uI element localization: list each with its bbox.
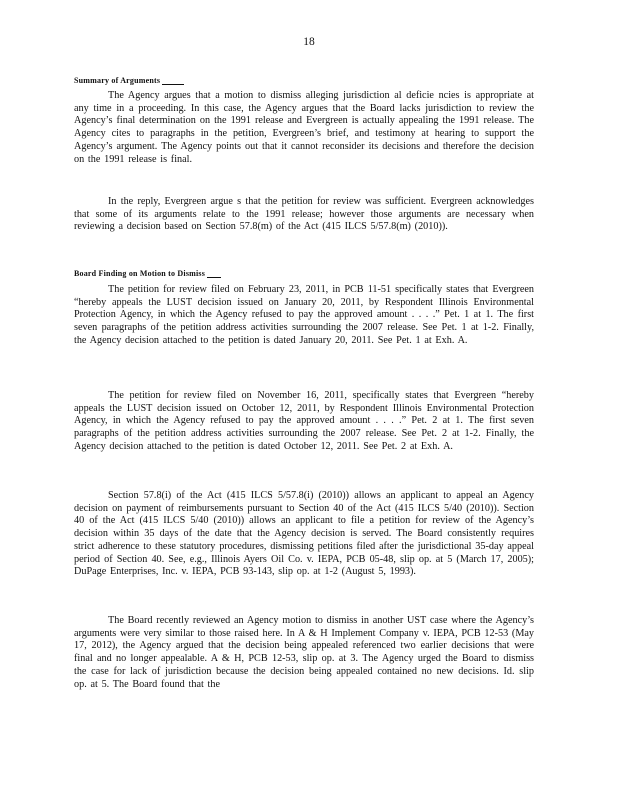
heading-underline-rule <box>207 277 221 278</box>
page-number: 18 <box>303 36 315 48</box>
heading-underline-rule <box>162 84 184 85</box>
paragraph: In the reply, Evergreen argue s that the petition for review was sufficient. Evergreen acknowledges that some of its arguments relate to the 1991 release; however those arguments are necessary when reviewing a decision based on Section 57.8(m) of the Act (415 ILCS 5/57.8(m) (2010)). <box>74 196 534 233</box>
section-heading-board-finding-label: Board Finding on Motion to Dismiss <box>74 269 206 278</box>
section-heading-board-finding <box>74 269 221 278</box>
paragraph: The Agency argues that a motion to dismiss alleging jurisdiction al deficie ncies is appropriate at any time in a proceeding. In this case, the Agency argues that the Board lacks jurisdiction to review the Agency’s final determination on the 1991 release and Evergreen is actually appealing the 1991 release. The Agency cites to paragraphs in the petition, Evergreen’s brief, and testimony at hearing to support the Agency’s argument. The Agency points out that it cannot reconsider its decisions and therefore the decision on the 1991 release is final. <box>74 90 534 165</box>
paragraph: The Board recently reviewed an Agency motion to dismiss in another UST case where the Agency’s arguments were very similar to those raised here. In A & H Implement Company v. IEPA, PCB 12-53 (May 17, 2012), the Agency argued that the decision being appealed referenced two earlier decisions that were final and no longer appealable. A & H, PCB 12-53, slip op. at 3. The Agency urged the Board to dismiss the case for lack of jurisdiction because the decision being appealed contained no new decisions. Id. slip op. at 5. The Board found that the <box>74 615 534 690</box>
paragraph: The petition for review filed on November 16, 2011, specifically states that Evergreen “hereby appeals the LUST decision issued on October 12, 2011, by Respondent Illinois Environmental Protection Agency, in which the Agency refused to pay the approved amount . . . .” Pet. 2 at 1. The first seven paragraphs of the petition address activities surrounding the 2007 release. See Pet. 2 at 1-2. Finally, the Agency decision attached to the petition is dated October 12, 2011. See Pet. 2 at Exh. A. <box>74 390 534 452</box>
paragraph: The petition for review filed on February 23, 2011, in PCB 11-51 specifically states that Evergreen “hereby appeals the LUST decision issued on January 20, 2011, by Respondent Illinois Environmental Protection Agency, in which the Agency refused to pay the approved amount . . . .” Pet. 1 at 1. The first seven paragraphs of the petition address activities surrounding the 2007 release. See Pet. 1 at 1-2. Finally, the Agency decision attached to the petition is dated January 20, 2011. See Pet. 1 at Exh. A. <box>74 284 534 346</box>
paragraph: Section 57.8(i) of the Act (415 ILCS 5/57.8(i) (2010)) allows an applicant to appeal an Agency decision on payment of reimbursements pursuant to Section 40 of the Act (415 ILCS 5/40 (2010)). Section 40 of the Act (415 ILCS 5/40 (2010)) allows an applicant to file a petition for review of the Agency’s decision within 35 days of the date that the Agency decision is served. The Board consistently requires strict adherence to these statutory procedures, dismissing petitions filed after the jurisdictional 35-day appeal period of Section 40. See, e.g., Illinois Ayers Oil Co. v. IEPA, PCB 05-48, slip op. at 5 (March 17, 2005); DuPage Enterprises, Inc. v. IEPA, PCB 93-143, slip op. at 1-2 (August 5, 1993). <box>74 490 534 578</box>
section-heading-summary-label: Summary of Arguments <box>74 76 161 85</box>
section-heading-summary <box>74 76 184 85</box>
